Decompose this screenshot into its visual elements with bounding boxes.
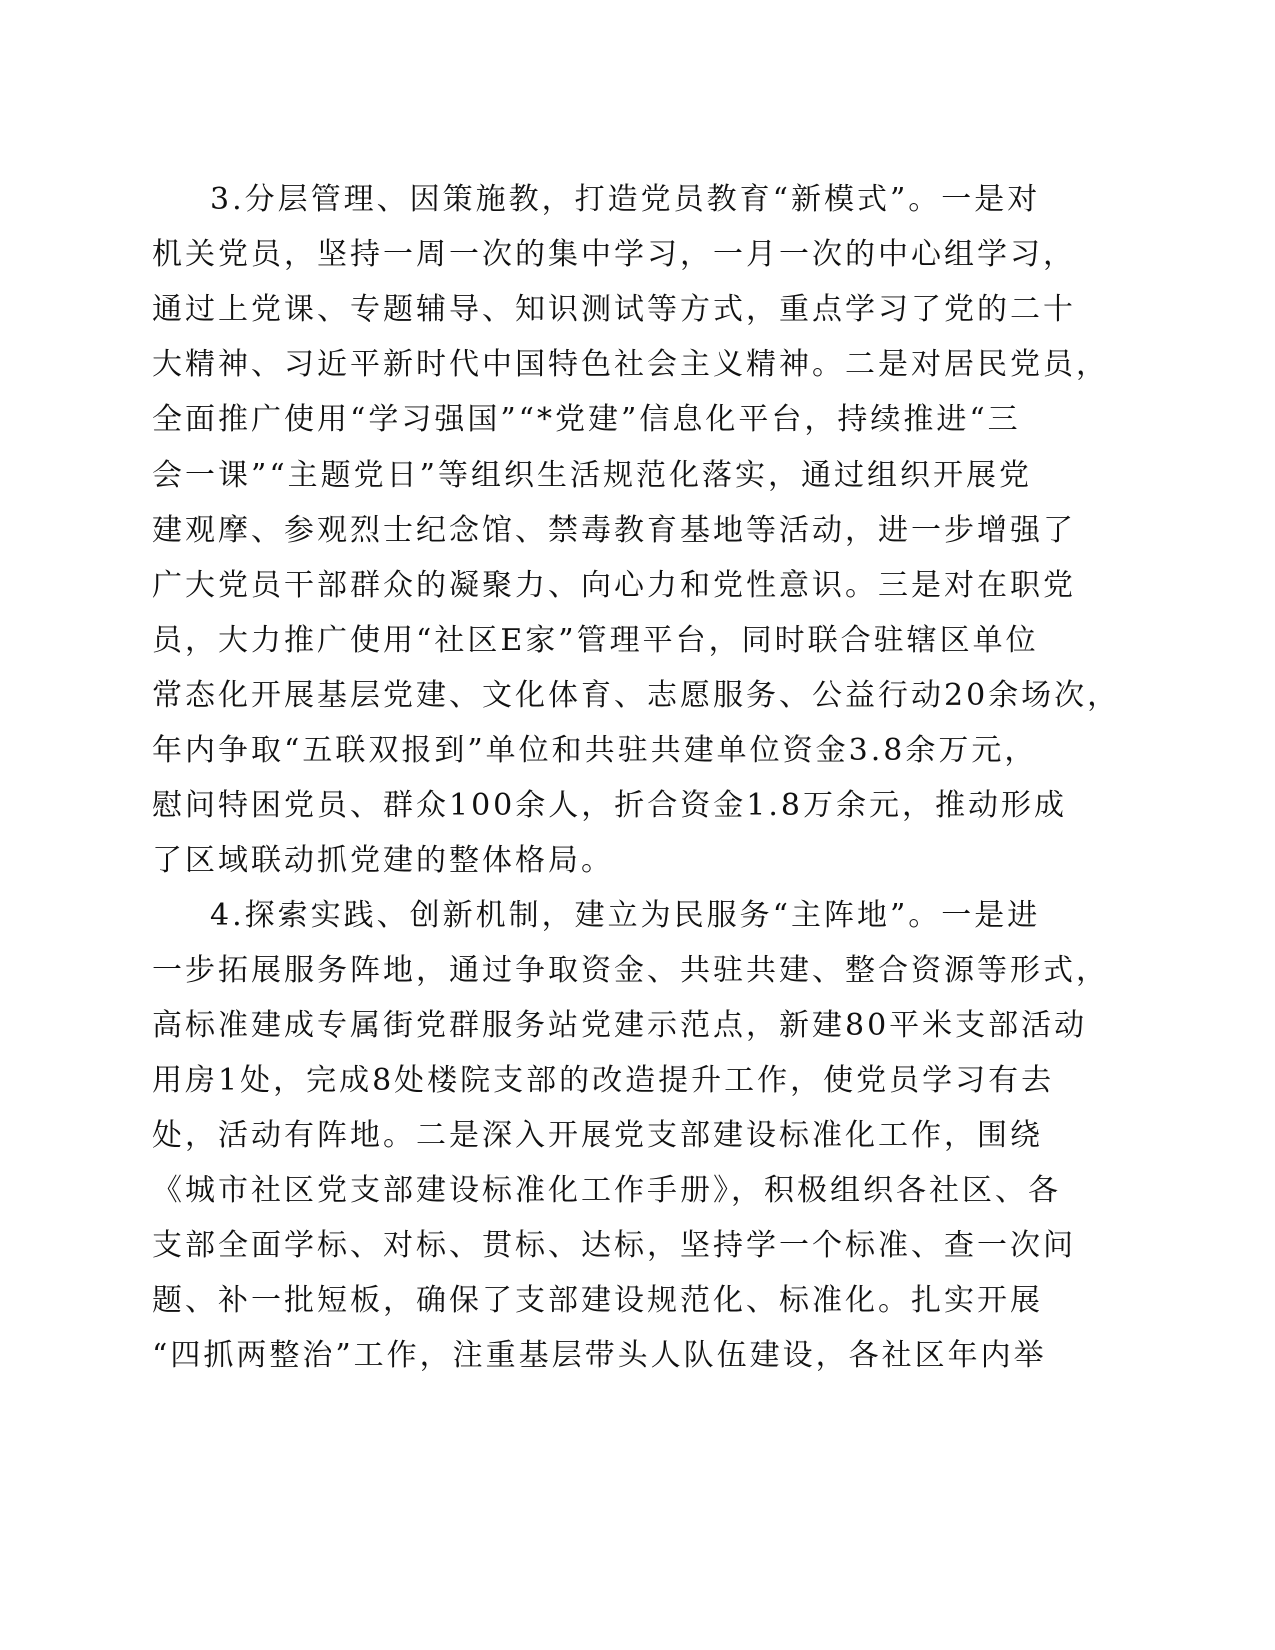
text-line: 高标准建成专属街党群服务站党建示范点，新建80平米支部活动: [152, 1008, 1088, 1043]
text-line: 全面推广使用“学习强国”“*党建”信息化平台，持续推进“三: [152, 402, 1021, 437]
text-line: 机关党员，坚持一周一次的集中学习，一月一次的中心组学习，: [152, 237, 1076, 272]
text-line: 大精神、习近平新时代中国特色社会主义精神。二是对居民党员，: [152, 347, 1109, 382]
text-line: 广大党员干部群众的凝聚力、向心力和党性意识。三是对在职党: [152, 568, 1076, 603]
text-line: 一步拓展服务阵地，通过争取资金、共驻共建、整合资源等形式，: [152, 953, 1109, 988]
text-line: 通过上党课、专题辅导、知识测试等方式，重点学习了党的二十: [152, 292, 1076, 327]
text-line: 慰问特困党员、群众100余人，折合资金1.8万余元，推动形成: [152, 788, 1067, 823]
text-line: 《城市社区党支部建设标准化工作手册》，积极组织各社区、各: [152, 1173, 1061, 1208]
text-line: 建观摩、参观烈士纪念馆、禁毒教育基地等活动，进一步增强了: [152, 513, 1076, 548]
text-line: 常态化开展基层党建、文化体育、志愿服务、公益行动20余场次，: [152, 678, 1121, 713]
text-line: 3.分层管理、因策施教，打造党员教育“新模式”。一是对: [210, 182, 1041, 217]
text-line: “四抓两整治”工作，注重基层带头人队伍建设，各社区年内举: [152, 1338, 1047, 1373]
text-line: 4.探索实践、创新机制，建立为民服务“主阵地”。一是进: [210, 898, 1041, 933]
text-line: 会一课”“主题党日”等组织生活规范化落实，通过组织开展党: [152, 458, 1033, 493]
text-line: 用房1处，完成8处楼院支部的改造提升工作，使党员学习有去: [152, 1063, 1055, 1098]
text-line: 处，活动有阵地。二是深入开展党支部建设标准化工作，围绕: [152, 1118, 1043, 1153]
text-line: 支部全面学标、对标、贯标、达标，坚持学一个标准、查一次问: [152, 1228, 1076, 1263]
text-line: 题、补一批短板，确保了支部建设规范化、标准化。扎实开展: [152, 1283, 1043, 1318]
text-line: 员，大力推广使用“社区E家”管理平台，同时联合驻辖区单位: [152, 623, 1039, 658]
text-line: 了区域联动抓党建的整体格局。: [152, 843, 614, 878]
text-line: 年内争取“五联双报到”单位和共驻共建单位资金3.8余万元，: [152, 733, 1038, 768]
